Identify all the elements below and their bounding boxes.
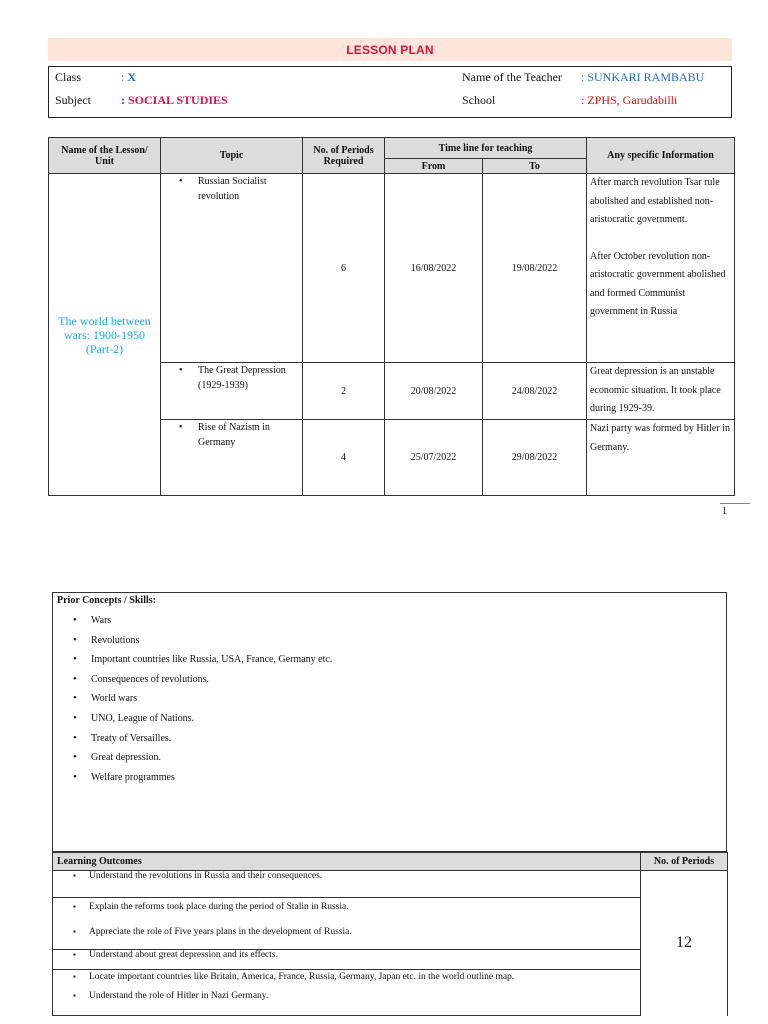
subject-value: : SOCIAL STUDIES — [121, 93, 228, 107]
title-banner — [48, 38, 732, 61]
header-lesson: Name of the Lesson/ Unit — [49, 138, 161, 174]
topic-cell: • Russian Socialist revolution — [161, 174, 303, 363]
outcomes-header: Learning Outcomes — [53, 853, 641, 871]
header-topic: Topic — [161, 138, 303, 174]
list-item: • Welfare programmes — [73, 768, 332, 788]
from-cell: 20/08/2022 — [385, 363, 483, 420]
outcome-item: ▪ Explain the reforms took place during the period of Stalin in Russia. — [57, 902, 636, 912]
info-cell: Great depression is an unstable economic situation. It took place during 1929-39. — [587, 363, 735, 420]
school-label: School — [462, 93, 496, 107]
topic-cell: • The Great Depression (1929-1939) — [161, 363, 303, 420]
header-to: To — [483, 159, 587, 174]
outcome-item: ▪ Appreciate the role of Five years plans in the development of Russia. — [57, 927, 636, 937]
class-label: Class — [55, 70, 82, 84]
prior-concepts-title: Prior Concepts / Skills: — [57, 595, 156, 606]
page-divider — [720, 503, 750, 504]
list-item: • World wars — [73, 689, 332, 709]
outcome-item: ▪ Locate important countries like Britain, America, France, Russia, Germany, Japan etc. in the world outline map. — [57, 972, 636, 982]
lesson-table — [48, 137, 735, 496]
list-item: • Wars — [73, 611, 332, 631]
list-item: • Great depression. — [73, 748, 332, 768]
from-cell: 16/08/2022 — [385, 174, 483, 363]
to-cell: 19/08/2022 — [483, 174, 587, 363]
page-title: LESSON PLAN — [346, 42, 434, 57]
header-periods: No. of Periods Required — [303, 138, 385, 174]
list-item: • Important countries like Russia, USA, France, Germany etc. — [73, 650, 332, 670]
prior-concepts-box — [52, 592, 727, 852]
table-row — [53, 950, 728, 970]
periods-cell: 6 — [303, 174, 385, 363]
list-item: • Treaty of Versailles. — [73, 729, 332, 749]
class-value: : X — [121, 70, 137, 84]
page-number: 1 — [722, 506, 727, 517]
info-box — [48, 66, 732, 118]
teacher-label: Name of the Teacher — [462, 70, 562, 84]
table-row — [49, 174, 735, 363]
header-info: Any specific Information — [587, 138, 735, 174]
outcomes-table — [52, 852, 728, 1016]
list-item: • UNO, League of Nations. — [73, 709, 332, 729]
teacher-value: : SUNKARI RAMBABU — [581, 70, 705, 84]
from-cell: 25/07/2022 — [385, 420, 483, 496]
school-value: : ZPHS, Garudabilli — [581, 93, 678, 107]
table-row — [53, 898, 728, 950]
lesson-name: The world between wars: 1900-1950 (Part-2) — [49, 174, 161, 496]
subject-label: Subject — [55, 93, 91, 107]
to-cell: 29/08/2022 — [483, 420, 587, 496]
info-cell: Nazi party was formed by Hitler in Germany. — [587, 420, 735, 496]
outcome-item: ▪ Understand about great depression and its effects. — [57, 950, 636, 960]
periods-cell: 4 — [303, 420, 385, 496]
periods-cell: 2 — [303, 363, 385, 420]
list-item: • Revolutions — [73, 631, 332, 651]
outcome-item: ▪ Understand the revolutions in Russia and their consequences. — [57, 871, 636, 881]
outcome-item: ▪ Understand the role of Hitler in Nazi Germany. — [57, 991, 636, 1001]
prior-concepts-list — [73, 611, 332, 787]
info-cell: After march revolution Tsar rule abolished and established non-aristocratic government. After October revolution non-aristocratic government abolished and formed Communist government in Russia — [587, 174, 735, 363]
list-item: • Consequences of revolutions. — [73, 670, 332, 690]
outcomes-periods-header: No. of Periods — [641, 853, 728, 871]
outcomes-periods-value: 12 — [641, 871, 728, 1016]
to-cell: 24/08/2022 — [483, 363, 587, 420]
header-from: From — [385, 159, 483, 174]
table-row — [53, 970, 728, 1016]
topic-cell: • Rise of Nazism in Germany — [161, 420, 303, 496]
table-row — [53, 871, 728, 898]
header-timeline: Time line for teaching — [385, 138, 587, 159]
